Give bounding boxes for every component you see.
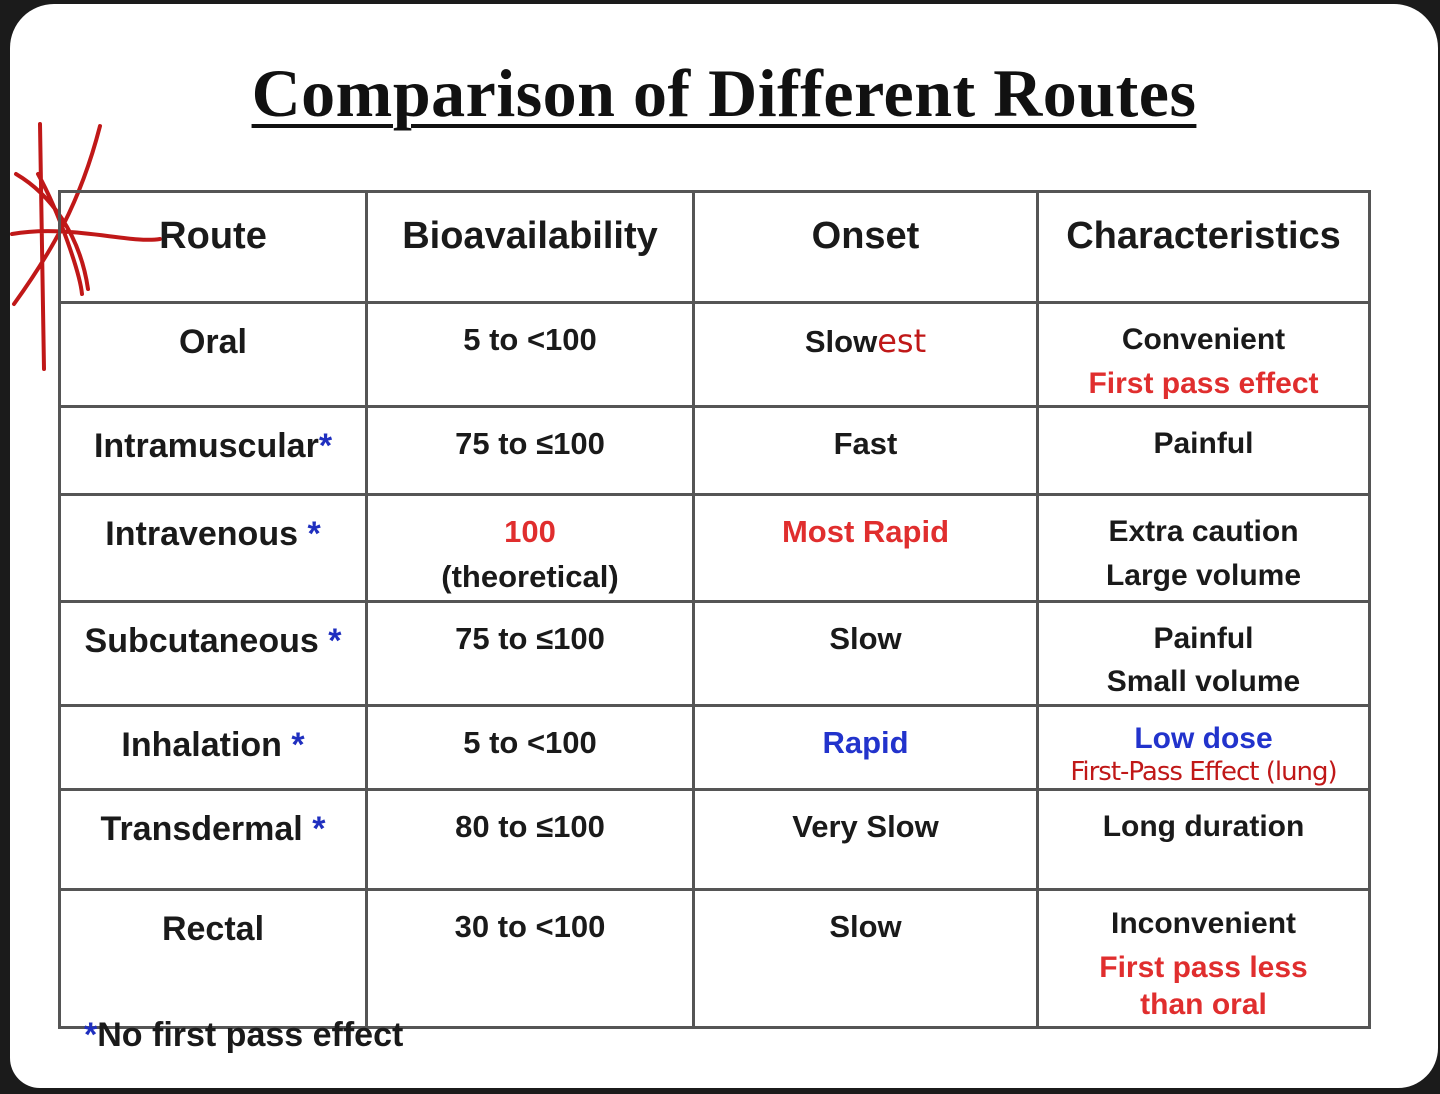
handwritten-annotation: est (877, 322, 927, 360)
onset-cell: Slow (694, 601, 1038, 705)
characteristics-cell: Painful (1038, 407, 1370, 495)
bioavailability-cell: 80 to ≤100 (367, 790, 694, 890)
characteristics-cell: Painful Small volume (1038, 601, 1370, 705)
table-row (60, 601, 1370, 705)
onset-cell: Slowest (694, 303, 1038, 407)
characteristics-cell: Inconvenient First pass less than oral (1038, 890, 1370, 1028)
table-row (60, 890, 1370, 1028)
header-bioavailability: Bioavailability (367, 192, 694, 303)
route-cell: Transdermal * (60, 790, 367, 890)
bioavailability-cell: 100 (theoretical) (367, 495, 694, 602)
page-title: Comparison of Different Routes (251, 55, 1197, 131)
onset-cell: Very Slow (694, 790, 1038, 890)
route-cell: Rectal (60, 890, 367, 1028)
route-cell: Intramuscular* (60, 407, 367, 495)
onset-cell: Rapid (694, 705, 1038, 789)
route-cell: Intravenous * (60, 495, 367, 602)
onset-cell: Fast (694, 407, 1038, 495)
footnote: *No first pass effect (84, 1016, 404, 1054)
bioavailability-cell: 30 to <100 (367, 890, 694, 1028)
table-row (60, 790, 1370, 890)
onset-cell: Slow (694, 890, 1038, 1028)
slide (10, 4, 1438, 1088)
table-row (60, 705, 1370, 789)
header-characteristics: Characteristics (1038, 192, 1370, 303)
bioavailability-cell: 5 to <100 (367, 303, 694, 407)
routes-table (58, 190, 1371, 1029)
bioavailability-cell: 75 to ≤100 (367, 407, 694, 495)
route-cell: Subcutaneous * (60, 601, 367, 705)
table-row (60, 303, 1370, 407)
header-onset: Onset (694, 192, 1038, 303)
table-header-row (60, 192, 1370, 303)
table-row (60, 495, 1370, 602)
handwritten-annotation: First-Pass Effect (lung) (1070, 756, 1337, 787)
bioavailability-cell: 75 to ≤100 (367, 601, 694, 705)
onset-cell: Most Rapid (694, 495, 1038, 602)
characteristics-cell: Long duration (1038, 790, 1370, 890)
bioavailability-cell: 5 to <100 (367, 705, 694, 789)
characteristics-cell: Extra caution Large volume (1038, 495, 1370, 602)
route-cell: Inhalation * (60, 705, 367, 789)
table-row (60, 407, 1370, 495)
characteristics-cell: Convenient First pass effect (1038, 303, 1370, 407)
route-cell: Oral (60, 303, 367, 407)
header-route: Route (60, 192, 367, 303)
characteristics-cell: Low dose First-Pass Effect (lung) (1038, 705, 1370, 789)
